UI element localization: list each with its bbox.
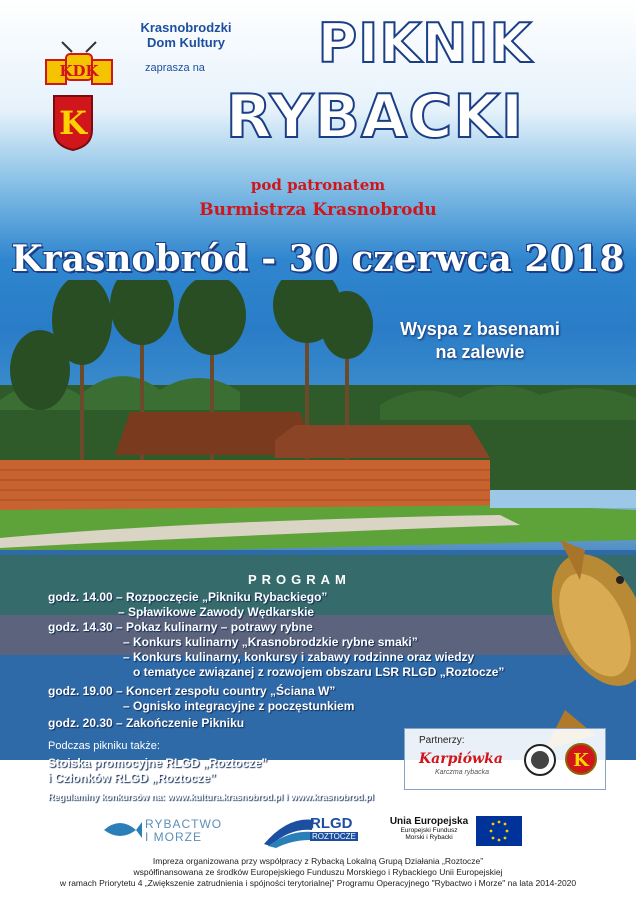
- title-line1: PIKNIK: [317, 12, 533, 75]
- karpiowka-subtitle: Karczma rybacka: [435, 769, 490, 776]
- program-item: – Spławikowe Zawody Wędkarskie: [118, 605, 315, 619]
- rules-text: Regulaminy konkursów na: www.kultura.krasnobrod.pl i www.krasnobrod.pl: [48, 792, 374, 802]
- krasnobrod-coat-of-arms: [52, 94, 94, 152]
- program-item: o tematyce związanej z rozwojem obszaru LSR RLGD „Roztocze”: [133, 665, 505, 679]
- during-line2: i Członków RLGD „Roztocze”: [48, 771, 216, 785]
- during-line1: Stoiska promocyjne RLGD „Roztocze”: [48, 756, 268, 770]
- program-item: godz. 20.30 – Zakończenie Pikniku: [48, 716, 245, 730]
- svg-text:K: K: [59, 104, 87, 142]
- rlgd-wave-icon: [262, 814, 314, 848]
- program-heading: PROGRAM: [248, 572, 351, 587]
- event-date: Krasnobród - 30 czerwca 2018: [11, 238, 625, 280]
- title-line2: RYBACKI: [225, 82, 525, 152]
- kdk-logo: [44, 40, 114, 86]
- kdk-logo-text: KDK: [59, 62, 99, 80]
- rybactwo-logo-line1: RYBACTWO: [145, 817, 223, 831]
- venue-line2: na zalewie: [435, 342, 525, 362]
- rlgd-logo-subtext: ROZTOCZE: [312, 832, 356, 841]
- program-item: godz. 19.00 – Koncert zespołu country „Ściana W”: [48, 684, 336, 698]
- partners-box: [404, 728, 606, 790]
- angling-club-badge-icon: [523, 743, 557, 777]
- patronage-line2: Burmistrza Krasnobrodu: [199, 200, 437, 220]
- program-item: godz. 14.00 – Rozpoczęcie „Pikniku Rybackiego”: [48, 590, 328, 604]
- eu-flag-icon: [476, 816, 522, 846]
- venue-line1: Wyspa z basenami: [400, 319, 560, 339]
- footer-line2: współfinansowana ze środków Europejskiego Funduszu Morskiego i Rybackiego Unii Europejskiej: [133, 867, 503, 877]
- program-item: – Ognisko integracyjne z poczęstunkiem: [123, 699, 355, 713]
- krasnobrod-crest-icon: [565, 739, 597, 779]
- program-item: – Konkurs kulinarny, konkursy i zabawy rodzinne oraz wiedzy: [123, 650, 475, 664]
- patronage-line1: pod patronatem: [250, 176, 386, 194]
- invites-text: zaprasza na: [145, 62, 205, 74]
- program-item: godz. 14.30 – Pokaz kulinarny – potrawy rybne: [48, 620, 313, 634]
- partners-label: Partnerzy:: [419, 735, 465, 746]
- rybactwo-fish-icon: [102, 816, 142, 842]
- during-intro: Podczas pikniku także:: [48, 740, 160, 752]
- karpiowka-logo: Karpiówka: [419, 751, 503, 767]
- rybactwo-logo-line2: I MORZE: [145, 830, 202, 844]
- eu-logo-title: Unia Europejska: [389, 816, 469, 827]
- svg-text:K: K: [573, 750, 589, 771]
- rlgd-logo-text: RLGD: [310, 815, 353, 832]
- eu-logo-fund2: Morski i Rybacki: [405, 834, 453, 841]
- footer-line3: w ramach Priorytetu 4 „Zwiększenie zatrudnienia i spójności terytorialnej” Programu Operacyjnego "Rybactwo i Morze" na lata 2014-2020: [59, 878, 577, 888]
- footer-line1: Impreza organizowana przy współpracy z Rybacką Lokalną Grupą Działania „Roztocze”: [152, 856, 484, 866]
- organizer-name-line2: Dom Kultury: [147, 35, 225, 50]
- program-item: – Konkurs kulinarny „Krasnobrodzkie rybne smaki”: [123, 635, 418, 649]
- eu-logo-fund: Europejski Fundusz: [400, 827, 458, 834]
- organizer-name-line1: Krasnobrodzki: [140, 20, 232, 35]
